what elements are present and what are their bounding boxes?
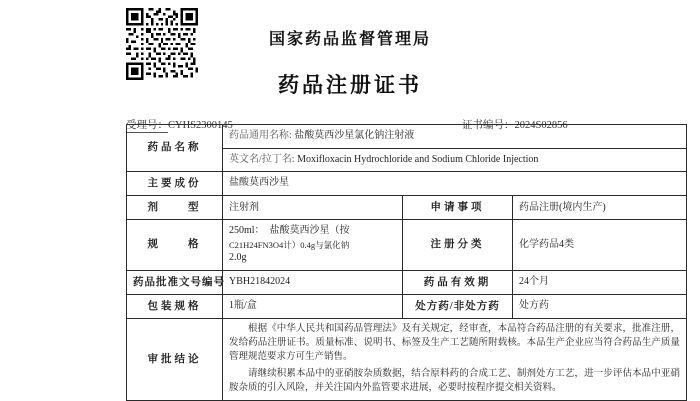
spec-label: 规 格 (127, 220, 223, 270)
package-spec-value: 1瓶/盒 (223, 294, 403, 318)
application-matter-value: 药品注册(境内生产) (513, 196, 687, 220)
acceptance-number-value: CYHS2300145 (168, 120, 233, 131)
table-row-dosage-form (127, 196, 687, 220)
certificate-number-value: 2024S02856 (514, 120, 568, 131)
validity-value: 24个月 (513, 270, 687, 294)
certificate-table-wrapper (126, 124, 686, 401)
drug-name-label: 药品名称 (127, 125, 223, 172)
table-row-approval-number (127, 270, 687, 294)
conclusion-label: 审批结论 (127, 319, 223, 401)
table-row-conclusion (127, 319, 687, 401)
certificate-number-label: 证书编号： (462, 120, 515, 131)
package-spec-label: 包装规格 (127, 294, 223, 318)
spec-line-1: 250ml： 盐酸莫西沙星（按 (229, 225, 350, 237)
dosage-form-label: 剂 型 (127, 196, 223, 220)
table-row-spec (127, 220, 687, 270)
agency-name: 国家药品监督管理局 (268, 31, 431, 48)
spec-value (223, 220, 403, 270)
generic-name-label: 药品通用名称: (229, 130, 292, 141)
table-row-drug-name (127, 125, 687, 149)
generic-name-cell (223, 125, 687, 149)
rx-type-label: 处方药/非处方药 (403, 294, 513, 318)
english-name-label: 英文名/拉丁名: (229, 153, 295, 165)
registration-class-value: 化学药品4类 (513, 220, 687, 270)
main-ingredient-label: 主要成份 (127, 172, 223, 196)
rx-type-value: 处方药 (513, 294, 687, 318)
acceptance-number-label: 受理号： (126, 120, 168, 131)
conclusion-text (223, 319, 687, 401)
conclusion-paragraph-1: 根据《中华人民共和国药品管理法》及有关规定，经审查，本品符合药品注册的有关要求，批准注册，发给药品注册证书。质量标准、说明书、标签及生产工艺随所附载核。本品生产企业应当符合药品生产质量管理规范要求方可生产销售。 (229, 324, 680, 362)
english-name-cell (223, 148, 687, 172)
dosage-form-value: 注射剂 (223, 196, 403, 220)
application-matter-label: 申请事项 (403, 196, 513, 220)
table-row-package-spec (127, 294, 687, 318)
generic-name-value: 盐酸莫西沙星氯化钠注射液 (294, 130, 415, 141)
validity-label: 药品有效期 (403, 270, 513, 294)
certificate-table (126, 124, 687, 401)
spec-line-2: C21H24FN3O4计）0.4g与氯化钠 (229, 239, 350, 250)
english-name-value: Moxifloxacin Hydrochloride and Sodium Chloride Injection (297, 153, 539, 165)
document-title: 药品注册证书 (278, 73, 422, 97)
approval-number-value: YBH21842024 (223, 270, 403, 294)
conclusion-paragraph-2: 请继续积累本品中的亚硝胺杂质数据，结合原料药的合成工艺、制剂处方工艺，进一步评估本品中亚硝胺杂质的引入风险，并关注国内外监管要求进展，必要时按程序提交相关资料。 (229, 369, 680, 394)
table-row-main-ingredient (127, 172, 687, 196)
approval-number-label: 药品批准文号编号 (127, 270, 223, 294)
qr-code-icon (126, 8, 198, 80)
main-ingredient-value: 盐酸莫西沙星 (223, 172, 687, 196)
registration-class-label: 注册分类 (403, 220, 513, 270)
spec-line-3: 2.0g (229, 252, 247, 264)
document-header (0, 0, 700, 99)
